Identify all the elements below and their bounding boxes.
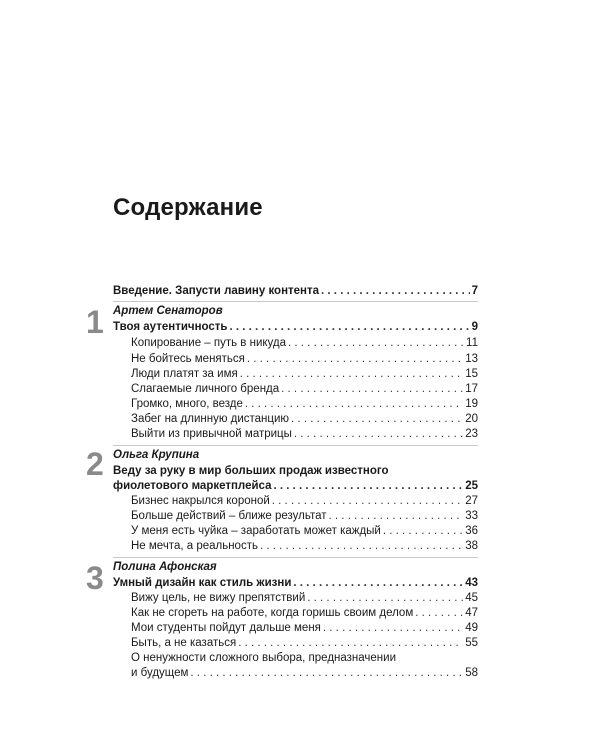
leader-dots	[273, 479, 463, 493]
leader-dots	[321, 284, 470, 298]
toc-chapter-page: 25	[465, 480, 478, 492]
toc-item-page: 47	[465, 607, 478, 619]
toc-item-page: 55	[465, 637, 478, 649]
toc-item-label: Мои студенты пойдут дальше меня	[131, 622, 321, 634]
toc-item-label: Вижу цель, не вижу препятствий	[131, 592, 306, 604]
toc-intro-label: Введение. Запусти лавину контента	[113, 285, 320, 297]
leader-dots	[293, 576, 463, 590]
toc-item[interactable]	[131, 509, 478, 523]
leader-dots	[229, 320, 469, 334]
leader-dots	[260, 539, 463, 553]
toc-item-label: Выйти из привычной матрицы	[131, 428, 292, 440]
leader-dots	[247, 352, 463, 366]
section-author: Полина Афонская	[113, 561, 217, 573]
toc-chapter-page: 9	[471, 321, 478, 333]
leader-dots	[238, 636, 463, 650]
toc-item-label: Не бойтесь меняться	[131, 353, 245, 365]
toc-item[interactable]	[131, 427, 478, 441]
toc-chapter[interactable]	[113, 479, 478, 493]
toc-item-page: 58	[465, 667, 478, 679]
toc-chapter[interactable]	[113, 320, 478, 334]
toc-item-page: 23	[465, 428, 478, 440]
leader-dots	[415, 606, 463, 620]
section-author: Артем Сенаторов	[113, 305, 223, 317]
toc-item[interactable]	[131, 539, 478, 553]
toc-item[interactable]	[131, 666, 478, 680]
leader-dots	[307, 591, 463, 605]
leader-dots	[281, 382, 463, 396]
toc-item-page: 17	[465, 383, 478, 395]
leader-dots	[383, 524, 463, 538]
toc-item-label: Люди платят за имя	[131, 368, 238, 380]
toc-item[interactable]	[131, 621, 478, 635]
toc-item[interactable]	[131, 397, 478, 411]
toc-item-page: 33	[465, 510, 478, 522]
toc-item-page: 19	[465, 398, 478, 410]
toc-item-page: 38	[465, 540, 478, 552]
toc-item-label: Бизнес накрылся короной	[131, 495, 270, 507]
toc-item-page: 27	[465, 495, 478, 507]
toc-item[interactable]	[131, 412, 478, 426]
page-title: Содержание	[113, 194, 263, 221]
section-number: 2	[86, 446, 104, 482]
toc-item[interactable]	[131, 494, 478, 508]
toc-item-page: 45	[465, 592, 478, 604]
toc-chapter-label-line1[interactable]: Веду за руку в мир больших продаж известного	[113, 465, 389, 477]
toc-chapter-label: Умный дизайн как стиль жизни	[113, 577, 292, 589]
toc-item[interactable]	[131, 636, 478, 650]
section-number: 3	[86, 560, 104, 596]
toc-item[interactable]	[131, 367, 478, 381]
toc-item[interactable]	[131, 336, 478, 350]
toc-item-page: 20	[465, 413, 478, 425]
toc-item-label: Как не сгореть на работе, когда горишь своим делом	[131, 607, 414, 619]
toc-chapter-label-line2: фиолетового маркетплейса	[113, 480, 272, 492]
toc-chapter[interactable]	[113, 576, 478, 590]
toc-item-label-line1[interactable]: О ненужности сложного выбора, предназначении	[131, 652, 397, 664]
leader-dots	[323, 621, 463, 635]
section-number: 1	[86, 304, 104, 340]
leader-dots	[190, 666, 463, 680]
section-divider	[113, 445, 478, 446]
leader-dots	[294, 427, 463, 441]
section-divider	[113, 301, 478, 302]
toc-item-label-line2: и будущем	[131, 667, 189, 679]
toc-item-label: Больше действий – ближе результат	[131, 510, 327, 522]
toc-item[interactable]	[131, 606, 478, 620]
toc-item-label: Громко, много, везде	[131, 398, 243, 410]
leader-dots	[245, 397, 463, 411]
leader-dots	[240, 367, 463, 381]
toc-item-label: Забег на длинную дистанцию	[131, 413, 290, 425]
leader-dots	[291, 412, 463, 426]
toc-item-page: 36	[465, 525, 478, 537]
toc-item[interactable]	[131, 591, 478, 605]
toc-item-label: У меня есть чуйка – заработать может каждый	[131, 525, 381, 537]
toc-item[interactable]	[131, 382, 478, 396]
toc-intro-page: 7	[471, 285, 478, 297]
toc-item[interactable]	[131, 352, 478, 366]
toc-item-page: 15	[465, 368, 478, 380]
toc-item-page: 49	[465, 622, 478, 634]
toc-item-page: 11	[466, 337, 478, 349]
toc-item-label: Копирование – путь в никуда	[131, 337, 287, 349]
toc-item-label: Не мечта, а реальность	[131, 540, 258, 552]
toc-chapter-page: 43	[465, 577, 478, 589]
toc-item-label: Слагаемые личного бренда	[131, 383, 280, 395]
toc-chapter-label: Твоя аутентичность	[113, 321, 228, 333]
leader-dots	[288, 336, 464, 350]
toc-item-label: Быть, а не казаться	[131, 637, 237, 649]
toc-intro[interactable]	[113, 284, 478, 298]
leader-dots	[272, 494, 463, 508]
section-divider	[113, 557, 478, 558]
toc-item-page: 13	[465, 353, 478, 365]
section-author: Ольга Крупина	[113, 449, 200, 461]
toc-item[interactable]	[131, 524, 478, 538]
leader-dots	[329, 509, 464, 523]
